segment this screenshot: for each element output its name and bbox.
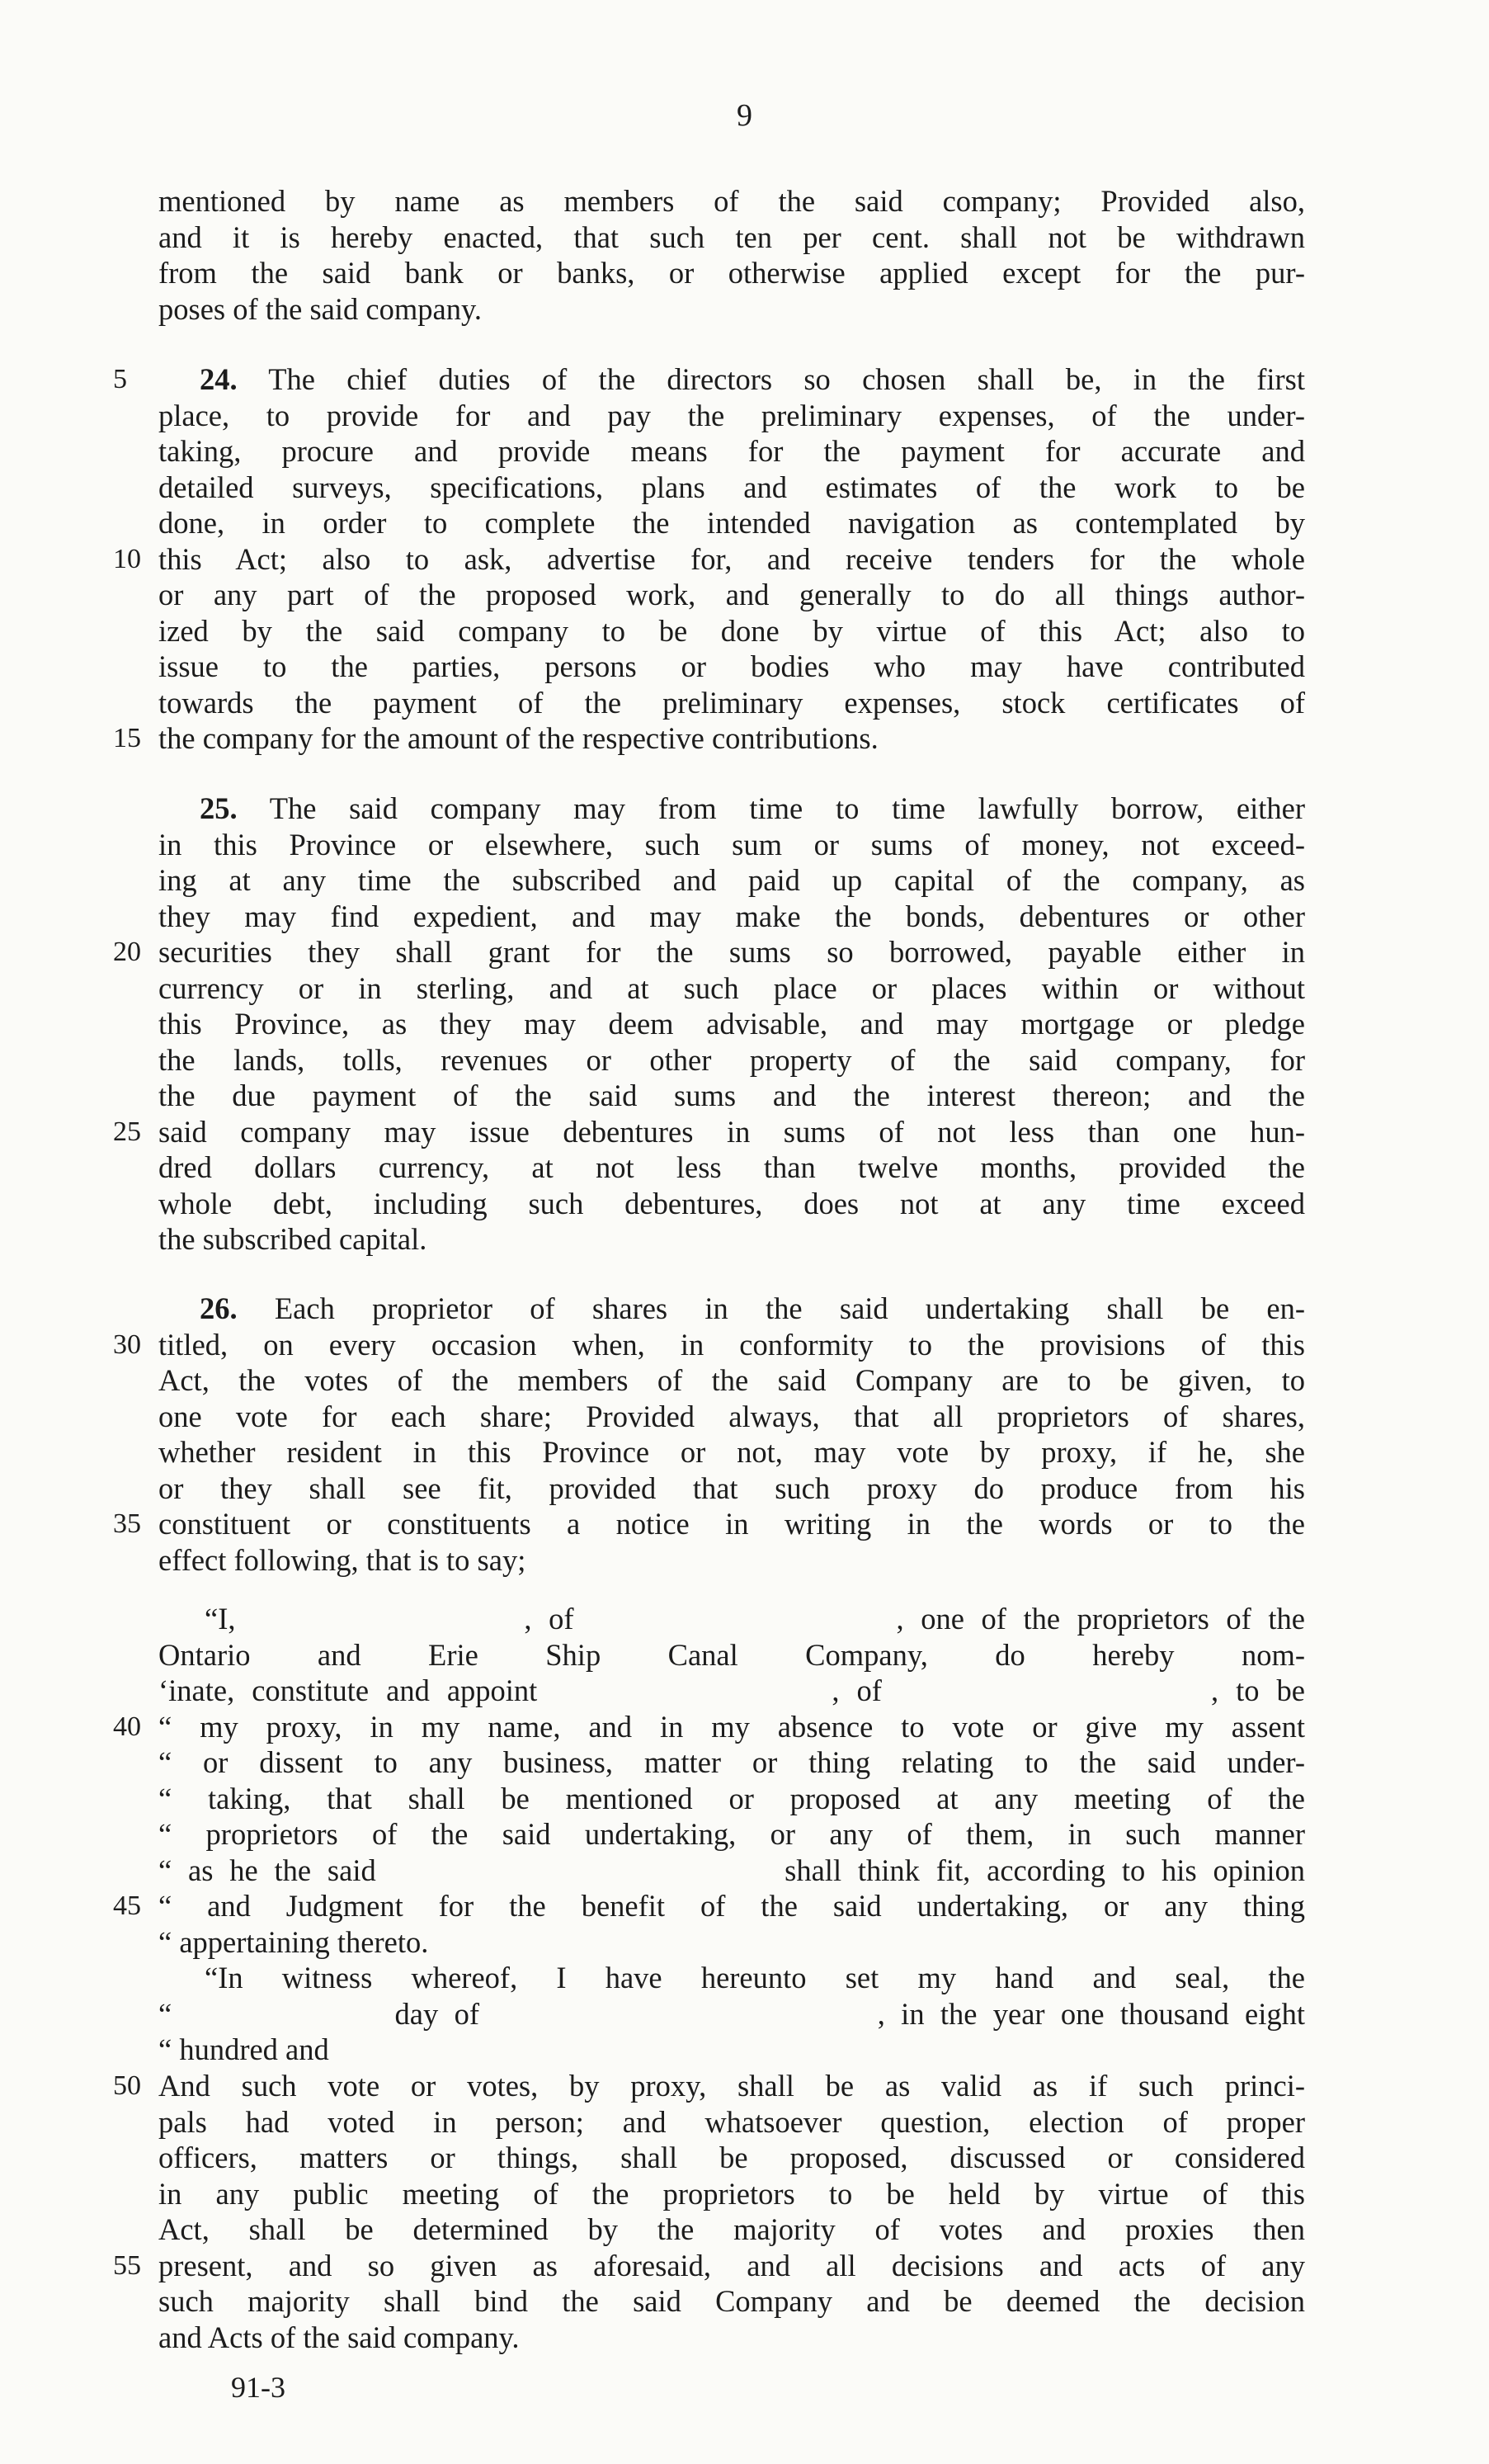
text-line: pals had voted in person; and whatsoever question, election of proper <box>158 2104 1305 2139</box>
text-line: towards the payment of the preliminary expenses, stock certificates of <box>158 685 1305 720</box>
text-line: detailed surveys, specifications, plans and estimates of the work to be <box>158 470 1305 504</box>
text-line: effect following, that is to say; <box>158 1542 526 1577</box>
section-text: this Act; also to ask, advertise for, and receive tenders for the whole <box>158 541 1305 576</box>
section-text: And such vote or votes, by proxy, shall be as valid as if such princi- <box>158 2069 1305 2103</box>
text-line: Act, the votes of the members of the said Company are to be given, to <box>158 1363 1305 1397</box>
section-24 <box>113 361 1306 757</box>
text-line: taking, procure and provide means for the payment for accurate and <box>158 434 1305 468</box>
text-line: dred dollars currency, at not less than twelve months, provided the <box>158 1150 1305 1184</box>
signature-mark: 91-3 <box>231 2371 285 2404</box>
text-line: poses of the said company. <box>158 291 482 326</box>
section-number: 24. <box>200 362 238 396</box>
text-line: and it is hereby enacted, that such ten per cent. shall not be withdrawn <box>158 219 1305 254</box>
section-number: 25. <box>200 791 238 825</box>
section-text: Each proprietor of shares in the said undertaking shall be en- <box>274 1291 1305 1325</box>
text-line: in this Province or elsewhere, such sum or sums of money, not exceed- <box>158 827 1305 861</box>
section-text: titled, on every occasion when, in conformity to the provisions of this <box>158 1327 1305 1362</box>
text-line: currency or in sterling, and at such place or places within or without <box>158 970 1305 1005</box>
closing-paragraph <box>113 2068 1305 2355</box>
section-23-continuation <box>158 183 1305 327</box>
text-line <box>158 791 1305 827</box>
text-line <box>113 1506 1305 1542</box>
section-text: constituent or constituents a notice in writing in the words or to the <box>158 1507 1305 1541</box>
text-line: ing at any time the subscribed and paid up capital of the company, as <box>158 863 1305 897</box>
line-number: 30 <box>113 1329 141 1360</box>
text-line: whole debt, including such debentures, does not at any time exceed <box>158 1186 1305 1220</box>
proxy-form <box>113 1601 1305 2068</box>
section-number: 26. <box>200 1291 238 1325</box>
text-line: Ontario and Erie Ship Canal Company, do hereby nom- <box>158 1637 1305 1672</box>
text-line: they may find expedient, and may make the bonds, debentures or other <box>158 899 1305 933</box>
text-line: done, in order to complete the intended navigation as contemplated by <box>158 506 1305 540</box>
line-number: 45 <box>113 1890 141 1921</box>
text-line: the lands, tolls, revenues or other property of the said company, for <box>158 1042 1305 1077</box>
line-number: 5 <box>113 364 127 394</box>
text-line: mentioned by name as members of the said company; Provided also, <box>158 184 1305 218</box>
text-line <box>113 1327 1305 1363</box>
text-line <box>113 2248 1305 2284</box>
line-number: 35 <box>113 1508 141 1539</box>
text-line: in any public meeting of the proprietors to be held by virtue of this <box>158 2176 1305 2211</box>
text-line: one vote for each share; Provided always, that all proprietors of shares, <box>158 1399 1305 1433</box>
text-line <box>158 1291 1305 1327</box>
text-line: ‘inate, constitute and appoint , of , to be <box>158 1673 1305 1707</box>
text-line: “ appertaining thereto. <box>158 1924 429 1959</box>
section-text: the company for the amount of the respective contributions. <box>158 721 879 755</box>
line-number: 40 <box>113 1711 141 1742</box>
text-line <box>113 2068 1305 2104</box>
section-text: present, and so given as aforesaid, and all decisions and acts of any <box>158 2248 1305 2282</box>
text-line <box>113 541 1305 578</box>
text-line: “ as he the said shall think fit, according to his opinion <box>158 1853 1305 1887</box>
section-text: securities they shall grant for the sums so borrowed, payable either in <box>158 935 1305 969</box>
line-number: 20 <box>113 937 141 967</box>
text-line: the subscribed capital. <box>158 1222 427 1256</box>
text-line: “ or dissent to any business, matter or thing relating to the said under- <box>158 1745 1305 1779</box>
text-line: the due payment of the said sums and the interest thereon; and the <box>158 1079 1305 1112</box>
text-line: this Province, as they may deem advisable, and may mortgage or pledge <box>158 1007 1305 1041</box>
text-line: such majority shall bind the said Company and be deemed the decision <box>158 2284 1305 2318</box>
line-number: 15 <box>113 723 141 753</box>
section-text: The said company may from time to time lawfully borrow, either <box>269 791 1305 825</box>
text-line: ized by the said company to be done by virtue of this Act; also to <box>158 613 1305 648</box>
text-line: or they shall see fit, provided that such proxy do produce from his <box>158 1470 1305 1505</box>
section-26 <box>113 1291 1305 1578</box>
text-line: “I, , of , one of the proprietors of the <box>205 1602 1305 1636</box>
section-25 <box>113 791 1305 1258</box>
text-line <box>113 1888 1305 1924</box>
text-line: and Acts of the said company. <box>158 2320 520 2354</box>
text-line: whether resident in this Province or not, may vote by proxy, if he, she <box>158 1435 1305 1469</box>
section-text: “ and Judgment for the benefit of the said undertaking, or any thing <box>158 1889 1305 1923</box>
text-line: from the said bank or banks, or otherwise applied except for the pur- <box>158 256 1305 290</box>
text-line: or any part of the proposed work, and generally to do all things author- <box>158 578 1305 611</box>
text-line <box>113 1709 1305 1745</box>
text-line: “ taking, that shall be mentioned or proposed at any meeting of the <box>158 1781 1305 1815</box>
section-text: The chief duties of the directors so chosen shall be, in the first <box>268 362 1306 396</box>
section-text: “ my proxy, in my name, and in my absence to vote or give my assent <box>158 1709 1305 1744</box>
text-line: “ day of , in the year one thousand eight <box>158 1996 1305 2031</box>
text-line: place, to provide for and pay the preliminary expenses, of the under- <box>158 398 1305 432</box>
text-line: issue to the parties, persons or bodies who may have contributed <box>158 649 1305 683</box>
text-line: “In witness whereof, I have hereunto set my hand and seal, the <box>205 1961 1305 1994</box>
section-text: said company may issue debentures in sums of not less than one hun- <box>158 1114 1305 1149</box>
text-line: officers, matters or things, shall be proposed, discussed or considered <box>158 2141 1305 2174</box>
line-number: 50 <box>113 2070 141 2101</box>
text-line: “ hundred and <box>158 2032 329 2066</box>
line-number: 10 <box>113 543 141 574</box>
text-line: “ proprietors of the said undertaking, or any of them, in such manner <box>158 1817 1305 1851</box>
text-line <box>113 361 1306 398</box>
line-number: 25 <box>113 1116 141 1147</box>
text-line: Act, shall be determined by the majority of votes and proxies then <box>158 2212 1305 2246</box>
text-line <box>113 934 1305 970</box>
text-line <box>113 720 1305 757</box>
line-number: 55 <box>113 2249 141 2281</box>
page-number: 9 <box>737 98 752 133</box>
text-line <box>113 1114 1305 1150</box>
